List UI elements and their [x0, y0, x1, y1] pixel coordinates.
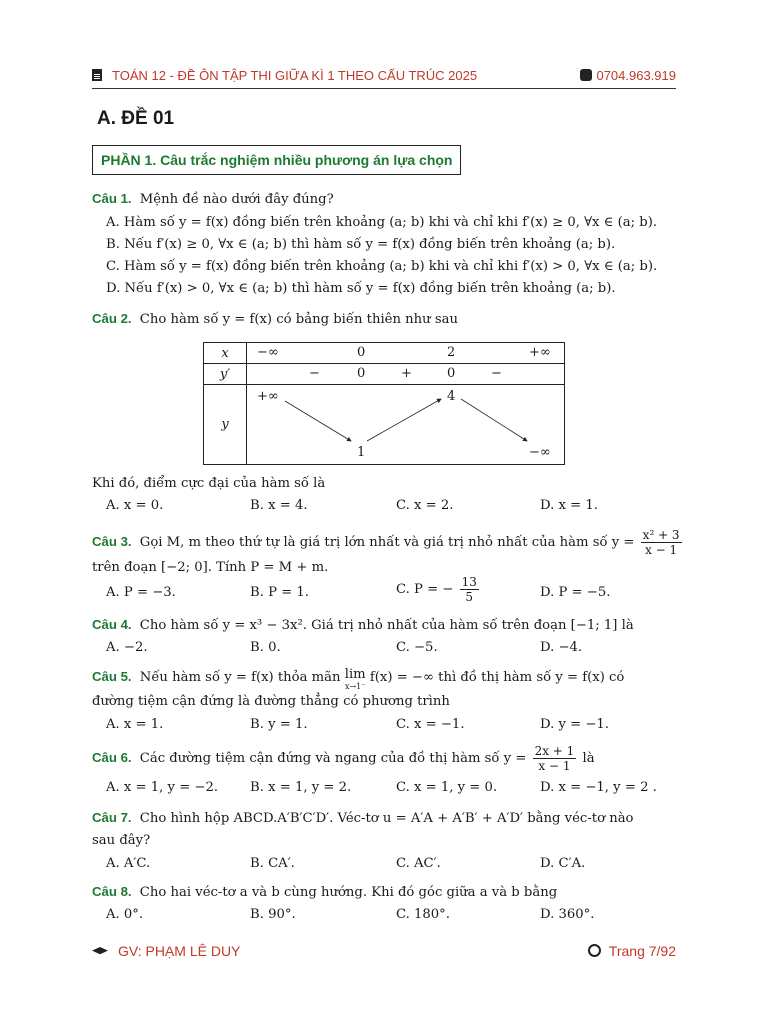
- question-6: Câu 6. Các đường tiệm cận đứng và ngang của đồ thị hàm số y = $\frac{2x + 1}{x - 1}$ là: [92, 744, 595, 773]
- question-text: Mệnh đề nào dưới đây đúng?: [139, 192, 334, 207]
- clock-icon: [588, 944, 601, 957]
- question-text: Cho hình hộp ABCD.A′B′C′D′. Véc-tơ u = A′A + A′B′ + A′D′ bằng véc-tơ nào: [139, 811, 634, 826]
- question-text: Các đường tiệm cận đứng và ngang của đồ thị hàm số y =: [139, 751, 527, 766]
- q1-option-b: B. Nếu f′(x) ≥ 0, ∀x ∈ (a; b) thì hàm số y = f(x) đồng biến trên khoảng (a; b).: [106, 237, 616, 252]
- sign: −: [309, 366, 320, 381]
- q7-option-a: A. A′C.: [106, 856, 151, 871]
- q6-option-a: A. x = 1, y = −2.: [106, 780, 219, 795]
- page-header: [92, 66, 676, 89]
- question-number: Câu 4.: [92, 617, 132, 632]
- q6-option-b: B. x = 1, y = 2.: [250, 780, 352, 795]
- q3-option-d: D. P = −5.: [540, 585, 611, 600]
- q8-option-c: C. 180°.: [396, 907, 450, 922]
- limit: lim x→1⁻: [344, 667, 366, 691]
- arrow-up: [367, 399, 441, 441]
- q5-option-a: A. x = 1.: [106, 717, 164, 732]
- question-number: Câu 6.: [92, 750, 132, 765]
- question-number: Câu 1.: [92, 191, 132, 206]
- q5-option-b: B. y = 1.: [250, 717, 308, 732]
- question-5: Câu 5. Nếu hàm số y = f(x) thỏa mãn lim x→1⁻ f(x) = −∞ thì đồ thị hàm số y = f(x) có: [92, 667, 625, 691]
- q2-option-a: A. x = 0.: [106, 498, 164, 513]
- q5-option-c: C. x = −1.: [396, 717, 465, 732]
- y-value: 1: [357, 445, 366, 460]
- q3-line2: trên đoạn [−2; 0]. Tính P = M + m.: [92, 560, 329, 575]
- q4-option-c: C. −5.: [396, 640, 438, 655]
- q2-after-text: Khi đó, điểm cực đại của hàm số là: [92, 476, 326, 491]
- x-value: −∞: [257, 345, 279, 360]
- q6-option-d: D. x = −1, y = 2 .: [540, 780, 657, 795]
- x-value: 0: [357, 345, 366, 360]
- question-text: Gọi M, m theo thứ tự là giá trị lớn nhất và giá trị nhỏ nhất của hàm số y =: [139, 535, 635, 550]
- variation-table: [203, 342, 565, 465]
- table-label-y: y: [204, 385, 247, 465]
- table-label-dy: y′: [204, 364, 247, 385]
- q1-option-a: A. Hàm số y = f(x) đồng biến trên khoảng (a; b) khi và chỉ khi f′(x) ≥ 0, ∀x ∈ (a; b).: [106, 215, 658, 230]
- q3-option-a: A. P = −3.: [106, 585, 176, 600]
- sign: −: [491, 366, 502, 381]
- question-number: Câu 7.: [92, 810, 132, 825]
- fraction: $\frac{13}{5}$: [461, 575, 477, 604]
- arrow-down-2: [461, 399, 527, 441]
- question-2: [92, 311, 458, 327]
- sign: +: [401, 366, 412, 381]
- q7-option-b: B. CA′.: [250, 856, 295, 871]
- sign: 0: [357, 366, 366, 381]
- q3-option-b: B. P = 1.: [250, 585, 309, 600]
- question-number: Câu 2.: [92, 311, 132, 326]
- question-number: Câu 5.: [92, 669, 132, 684]
- q5-line2: đường tiệm cận đứng là đường thẳng có phương trình: [92, 694, 450, 709]
- document-icon: [92, 69, 102, 81]
- question-number: Câu 8.: [92, 884, 132, 899]
- q6-option-c: C. x = 1, y = 0.: [396, 780, 498, 795]
- section-title: A. ĐỀ 01: [97, 108, 175, 129]
- q7-line2: sau đây?: [92, 833, 151, 848]
- arrow-down-1: [285, 401, 351, 441]
- q4-option-b: B. 0.: [250, 640, 281, 655]
- q7-option-d: D. C′A.: [540, 856, 586, 871]
- question-text: Cho hai véc-tơ a và b cùng hướng. Khi đó góc giữa a và b bằng: [139, 885, 558, 900]
- question-3: [92, 528, 684, 557]
- q8-option-d: D. 360°.: [540, 907, 595, 922]
- question-number: Câu 3.: [92, 534, 132, 549]
- q2-option-d: D. x = 1.: [540, 498, 598, 513]
- y-value: −∞: [529, 445, 551, 460]
- q2-option-b: B. x = 4.: [250, 498, 308, 513]
- table-x-row: [247, 343, 565, 364]
- question-1: [92, 191, 334, 207]
- table-label-x: x: [204, 343, 247, 364]
- q4-option-a: A. −2.: [106, 640, 148, 655]
- question-text: Nếu hàm số y = f(x) thỏa mãn: [139, 670, 341, 685]
- graduation-cap-icon: [92, 947, 108, 956]
- x-value: 2: [447, 345, 456, 360]
- q1-option-d: D. Nếu f′(x) > 0, ∀x ∈ (a; b) thì hàm số y = f(x) đồng biến trên khoảng (a; b).: [106, 281, 616, 296]
- q7-option-c: C. AC′.: [396, 856, 441, 871]
- y-value: +∞: [257, 389, 279, 404]
- question-7: [92, 810, 634, 826]
- question-8: [92, 884, 557, 900]
- table-sign-row: [247, 364, 565, 385]
- table-y-row: [247, 385, 565, 465]
- question-text: Cho hàm số y = x³ − 3x². Giá trị nhỏ nhất của hàm số trên đoạn [−1; 1] là: [139, 618, 634, 633]
- q8-option-a: A. 0°.: [106, 907, 144, 922]
- phone-icon: [580, 69, 592, 81]
- question-4: [92, 617, 634, 633]
- x-value: +∞: [529, 345, 551, 360]
- q5-option-d: D. y = −1.: [540, 717, 610, 732]
- variation-arrows: [247, 385, 565, 465]
- q3-option-c: C. P = − $\frac{13}{5}$: [396, 575, 477, 604]
- header-phone: 0704.963.919: [580, 68, 676, 83]
- question-text: Cho hàm số y = f(x) có bảng biến thiên như sau: [139, 312, 458, 327]
- part-title: PHẦN 1. Câu trắc nghiệm nhiều phương án lựa chọn: [92, 145, 461, 175]
- sign: 0: [447, 366, 456, 381]
- q8-option-b: B. 90°.: [250, 907, 296, 922]
- header-title: TOÁN 12 - ĐỀ ÔN TẬP THI GIỮA KÌ 1 THEO CẤU TRÚC 2025: [92, 68, 477, 83]
- y-value: 4: [447, 389, 456, 404]
- fraction: $\frac{2x + 1}{x - 1}$: [534, 744, 575, 773]
- footer-page-number: Trang 7/92: [588, 943, 676, 959]
- q4-option-d: D. −4.: [540, 640, 583, 655]
- q1-option-c: C. Hàm số y = f(x) đồng biến trên khoảng (a; b) khi và chỉ khi f′(x) > 0, ∀x ∈ (a; b).: [106, 259, 658, 274]
- fraction: $\frac{\text{x² + 3}}{x - 1}$: [642, 528, 680, 557]
- q2-option-c: C. x = 2.: [396, 498, 454, 513]
- footer-teacher: GV: PHẠM LÊ DUY: [92, 943, 240, 959]
